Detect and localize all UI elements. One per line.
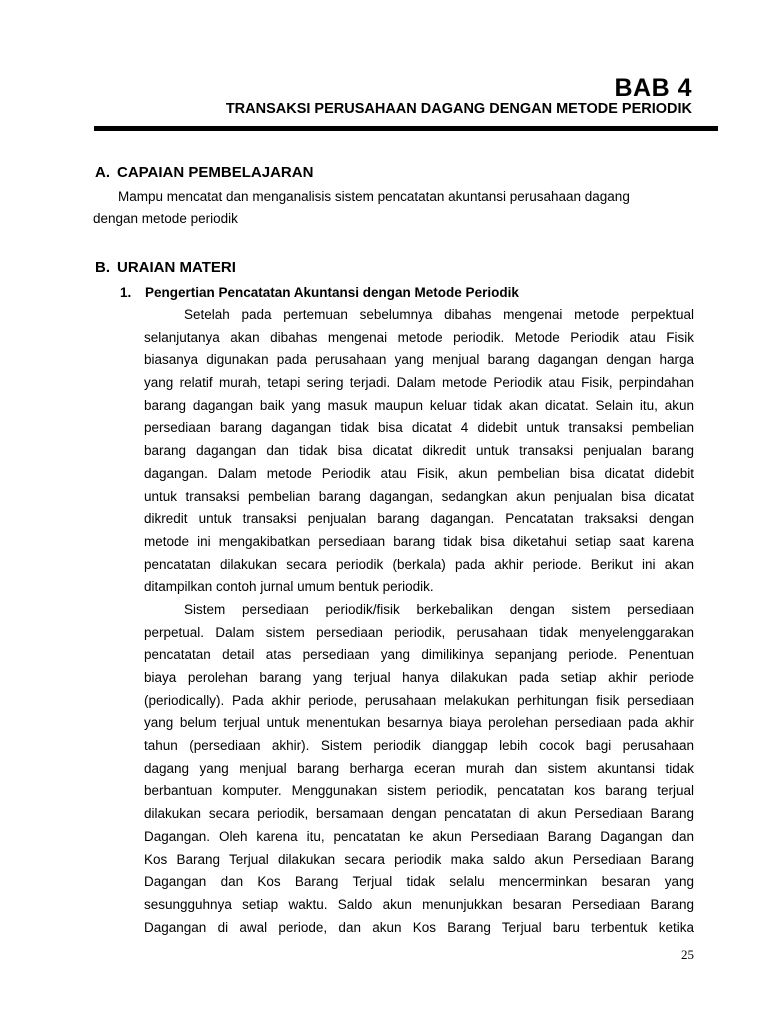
learning-outcome-line: Mampu mencatat dan menganalisis sistem pencatatan akuntansi perusahaan dagang (118, 189, 630, 204)
paragraph-2-line: biaya perolehan barang yang terjual hanya dilakukan pada setiap akhir periode (144, 670, 694, 685)
subsection-heading (120, 283, 519, 303)
paragraph-2-line: Dagangan dan Kos Barang Terjual tidak selalu mencerminkan besaran yang (144, 874, 694, 890)
section-a-title: CAPAIAN PEMBELAJARAN (117, 164, 314, 181)
paragraph-2-line: dilakukan secara periodik, bersamaan dengan pencatatan di akun Persediaan Barang (144, 806, 694, 822)
paragraph-1-line: ditampilkan contoh jurnal umum bentuk periodik. (144, 579, 434, 595)
paragraph-1-line: selanjutanya akan dibahas mengenai metode periodik. Metode Periodik atau Fisik (144, 329, 694, 345)
paragraph-2-line: (periodically). Pada akhir periode, perusahaan melakukan perhitungan fisik persediaan (144, 692, 694, 708)
paragraph-2-line: Kos Barang Terjual dilakukan secara periodik maka saldo akun Persediaan Barang (144, 851, 694, 867)
section-a-marker: A. (95, 164, 110, 181)
paragraph-2-line: Dagangan. Oleh karena itu, pencatatan ke akun Persediaan Barang Dagangan dan (144, 828, 694, 844)
section-b-marker: B. (95, 259, 110, 276)
paragraph-1-line: barang dagangan dan tidak bisa dicatat dikredit untuk transaksi penjualan barang (144, 443, 694, 459)
paragraph-2-line: pencatatan detail atas persediaan yang dimilikinya sepanjang periode. Penentuan (144, 647, 694, 663)
paragraph-1-line: persediaan barang dagangan tidak bisa dicatat 4 didebit untuk transaksi pembelian (144, 420, 694, 436)
paragraph-2-line: Dagangan di awal periode, dan akun Kos Barang Terjual baru terbentuk ketika (144, 919, 694, 935)
paragraph-1-line: untuk transaksi pembelian barang dagangan, sedangkan akun penjualan bisa dicatat (144, 488, 694, 504)
body-text (144, 304, 694, 939)
paragraph-1-line: dagangan. Dalam metode Periodik atau Fisik, akun pembelian bisa dicatat didebit (144, 465, 694, 481)
paragraph-1-line: dikredit untuk transaksi penjualan barang dagangan. Pencatatan traksaksi dengan (144, 511, 694, 527)
paragraph-1-line: metode ini mengakibatkan persediaan barang tidak bisa diketahui setiap saat karena (144, 533, 694, 549)
paragraph-2-line: Sistem persediaan periodik/fisik berkebalikan dengan sistem persediaan (184, 601, 694, 617)
paragraph-1-line: pencatatan dilakukan secara periodik (berkala) pada akhir periode. Berikut ini akan (144, 556, 694, 572)
paragraph-2-line: sesungguhnya setiap waktu. Saldo akun menunjukkan besaran Persediaan Barang (144, 896, 694, 912)
paragraph-2-line: perpetual. Dalam sistem persediaan periodik, perusahaan tidak menyelenggarakan (144, 624, 694, 640)
paragraph-1-line: yang relatif murah, tetapi sering terjadi. Dalam metode Periodik atau Fisik, perpindahan (144, 375, 694, 391)
section-a-heading (95, 163, 313, 183)
chapter-number: BAB 4 (614, 74, 692, 102)
paragraph-2-line: berbantuan komputer. Menggunakan sistem periodik, pencatatan kos barang terjual (144, 783, 694, 799)
section-b-heading (95, 258, 236, 278)
paragraph-2-line: yang belum terjual untuk menentukan besarnya biaya perolehan persediaan pada akhir (144, 715, 694, 731)
subsection-title: Pengertian Pencatatan Akuntansi dengan Metode Periodik (145, 285, 519, 300)
subsection-marker: 1. (120, 285, 132, 300)
paragraph-1-line: barang dagangan baik yang masuk maupun keluar tidak akan dicatat. Selain itu, akun (144, 397, 694, 413)
paragraph-1-line: biasanya digunakan pada perusahaan yang menjual barang dagangan dengan harga (144, 352, 694, 368)
paragraph-2-line: dagang yang menjual barang berharga eceran murah dan sistem akuntansi tidak (144, 760, 694, 776)
page-number: 25 (681, 947, 694, 962)
section-b-title: URAIAN MATERI (117, 259, 236, 276)
paragraph-2-line: tahun (persediaan akhir). Sistem periodik dianggap lebih cocok bagi perusahaan (144, 738, 694, 754)
learning-outcome-line: dengan metode periodik (93, 211, 238, 226)
title-rule (94, 126, 718, 131)
learning-outcome-paragraph (93, 186, 693, 230)
paragraph-1-line: Setelah pada pertemuan sebelumnya dibahas mengenai metode perpektual (184, 307, 694, 322)
chapter-title: TRANSAKSI PERUSAHAAN DAGANG DENGAN METODE PERIODIK (225, 101, 692, 117)
